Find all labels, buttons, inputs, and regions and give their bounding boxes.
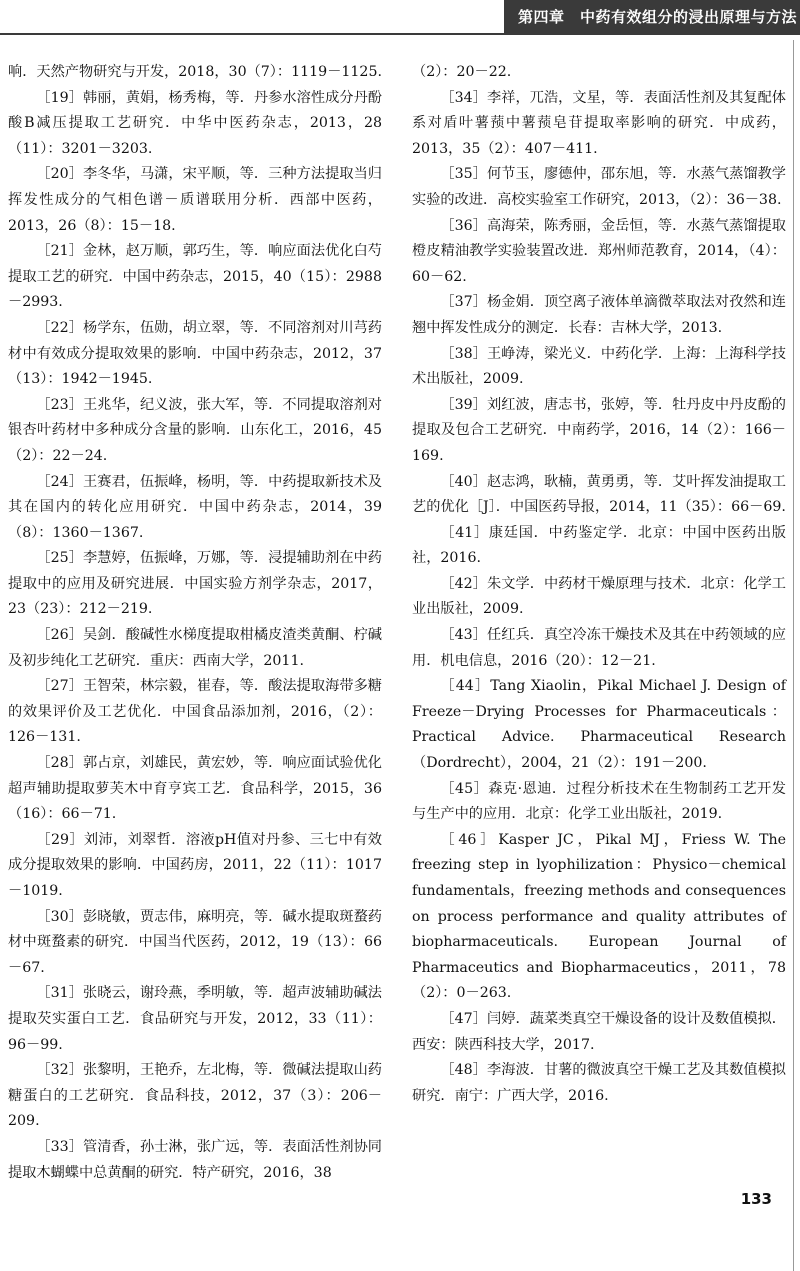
reference-entry: ［47］闫婷．蔬菜类真空干燥设备的设计及数值模拟．西安：陕西科技大学，2017. <box>412 1010 786 1053</box>
reference-entry: ［21］金林，赵万顺，郭巧生，等．响应面法优化白芍提取工艺的研究．中国中药杂志，2015，40（15）：2988－2993. <box>8 243 382 311</box>
left-column <box>8 60 382 1186</box>
reference-entry: ［23］王兆华，纪义波，张大军，等．不同提取溶剂对银杏叶药材中多种成分含量的影响．山东化工，2016，45（2）：22－24. <box>8 396 382 464</box>
page-number: 133 <box>740 1190 772 1208</box>
reference-entry: ［29］刘沛，刘翠哲．溶液pH值对丹参、三七中有效成分提取效果的影响．中国药房，2011，22（11）：1017－1019. <box>8 831 382 899</box>
reference-entry: ［34］李祥，兀浩，文星，等．表面活性剂及其复配体系对盾叶薯蓣中薯蓣皂苷提取率影响的研究．中成药，2013，35（2）：407－411. <box>412 89 786 157</box>
reference-entry: ［27］王智荣，林宗毅，崔春，等．酸法提取海带多糖的效果评价及工艺优化．中国食品添加剂，2016，（2）：126－131. <box>8 678 382 746</box>
reference-entry: ［48］李海波．甘薯的微波真空干燥工艺及其数值模拟研究．南宁：广西大学，2016. <box>412 1062 786 1104</box>
reference-entry: ［38］王峥涛，梁光义．中药化学．上海：上海科学技术出版社，2009. <box>412 345 786 388</box>
reference-entry: ［20］李冬华，马潇，宋平顺，等．三种方法提取当归挥发性成分的气相色谱－质谱联用分析．西部中医药，2013，26（8）：15－18. <box>8 166 382 234</box>
reference-entry: ［36］高海荣，陈秀丽，金岳恒，等．水蒸气蒸馏提取橙皮精油教学实验装置改进．郑州师范教育，2014，（4）：60－62. <box>412 217 786 285</box>
reference-entry: ［24］王赛君，伍振峰，杨明，等．中药提取新技术及其在国内的转化应用研究．中国中药杂志，2014，39（8）：1360－1367. <box>8 473 382 541</box>
reference-entry: ［30］彭晓敏，贾志伟，麻明亮，等．碱水提取斑蝥药材中斑蝥素的研究．中国当代医药，2012，19（13）：66－67. <box>8 908 382 976</box>
reference-entry: ［40］赵志鸿，耿楠，黄勇勇，等．艾叶挥发油提取工艺的优化［J］．中国医药导报，2014，11（35）：66－69. <box>412 473 786 516</box>
reference-entry: ［45］森克·恩迪．过程分析技术在生物制药工艺开发与生产中的应用．北京：化学工业出版社，2019. <box>412 780 786 823</box>
reference-entry: ［33］管清香，孙士淋，张广远，等．表面活性剂协同提取木蝴蝶中总黄酮的研究．特产研究，2016，38 <box>8 1138 382 1181</box>
reference-entry: ［35］何节玉，廖德仲，邵东旭，等．水蒸气蒸馏教学实验的改进．高校实验室工作研究，2013，（2）：36－38. <box>412 166 786 208</box>
reference-entry: ［31］张晓云，谢玲燕，季明敏，等．超声波辅助碱法提取芡实蛋白工艺．食品研究与开发，2012，33（11）：96－99. <box>8 985 382 1053</box>
reference-entry: ［44］Tang Xiaolin，Pikal Michael J. Design of Freeze－Drying Processes for Pharmaceuticals：Practical Advice. Pharmaceutical Research（Dordrecht），2004，21（2）：191－200. <box>412 678 786 772</box>
reference-continuation: （2）：20－22. <box>412 64 512 80</box>
reference-entry: ［28］郭占京，刘雄民，黄宏妙，等．响应面试验优化超声辅助提取萝芙木中育亨宾工艺．食品科学，2015，36（16）：66－71. <box>8 755 382 823</box>
reference-entry: ［42］朱文学．中药材干燥原理与技术．北京：化学工业出版社，2009. <box>412 575 786 618</box>
reference-entry: ［32］张黎明，王艳乔，左北梅，等．微碱法提取山药糖蛋白的工艺研究．食品科技，2012，37（3）：206－209. <box>8 1062 382 1130</box>
reference-continuation: 响．天然产物研究与开发，2018，30（7）：1119－1125. <box>8 64 382 80</box>
reference-entry: ［39］刘红波，唐志书，张婷，等．牡丹皮中丹皮酚的提取及包合工艺研究．中南药学，2016，14（2）：166－169. <box>412 396 786 464</box>
reference-entry: ［37］杨金娟．顶空离子液体单滴微萃取法对孜然和连翘中挥发性成分的测定．长春：吉林大学，2013. <box>412 294 786 336</box>
page-edge-rule <box>793 40 794 1271</box>
reference-entry: ［26］吴剑．酸碱性水梯度提取柑橘皮渣类黄酮、柠碱及初步纯化工艺研究．重庆：西南大学，2011. <box>8 627 382 669</box>
reference-entry: ［19］韩丽，黄娟，杨秀梅，等．丹参水溶性成分丹酚酸B减压提取工艺研究．中华中医药杂志，2013，28（11）：3201－3203. <box>8 89 382 157</box>
reference-entry: ［43］任红兵．真空冷冻干燥技术及其在中药领域的应用．机电信息，2016（20）：12－21. <box>412 627 786 669</box>
chapter-header: 第四章 中药有效组分的浸出原理与方法 <box>504 0 800 35</box>
reference-entry: ［22］杨学东，伍勋，胡立翠，等．不同溶剂对川芎药材中有效成分提取效果的影响．中国中药杂志，2012，37（13）：1942－1945. <box>8 319 382 388</box>
reference-entry: ［41］康廷国．中药鉴定学．北京：中国中医药出版社，2016. <box>412 524 786 567</box>
reference-entry: ［25］李慧婷，伍振峰，万娜，等．浸提辅助剂在中药提取中的应用及研究进展．中国实验方剂学杂志，2017，23（23）：212－219. <box>8 550 382 618</box>
reference-entry: ［46］Kasper JC，Pikal MJ，Friess W. The freezing step in lyophilization：Physico－chemical fundamentals，freezing methods and consequences on process performance and quality attributes of biopharmaceuticals. European Journal of Pharmaceutics and Biopharmaceutics，2011，78（2）：0－263. <box>412 831 786 1002</box>
right-column <box>412 60 786 1109</box>
